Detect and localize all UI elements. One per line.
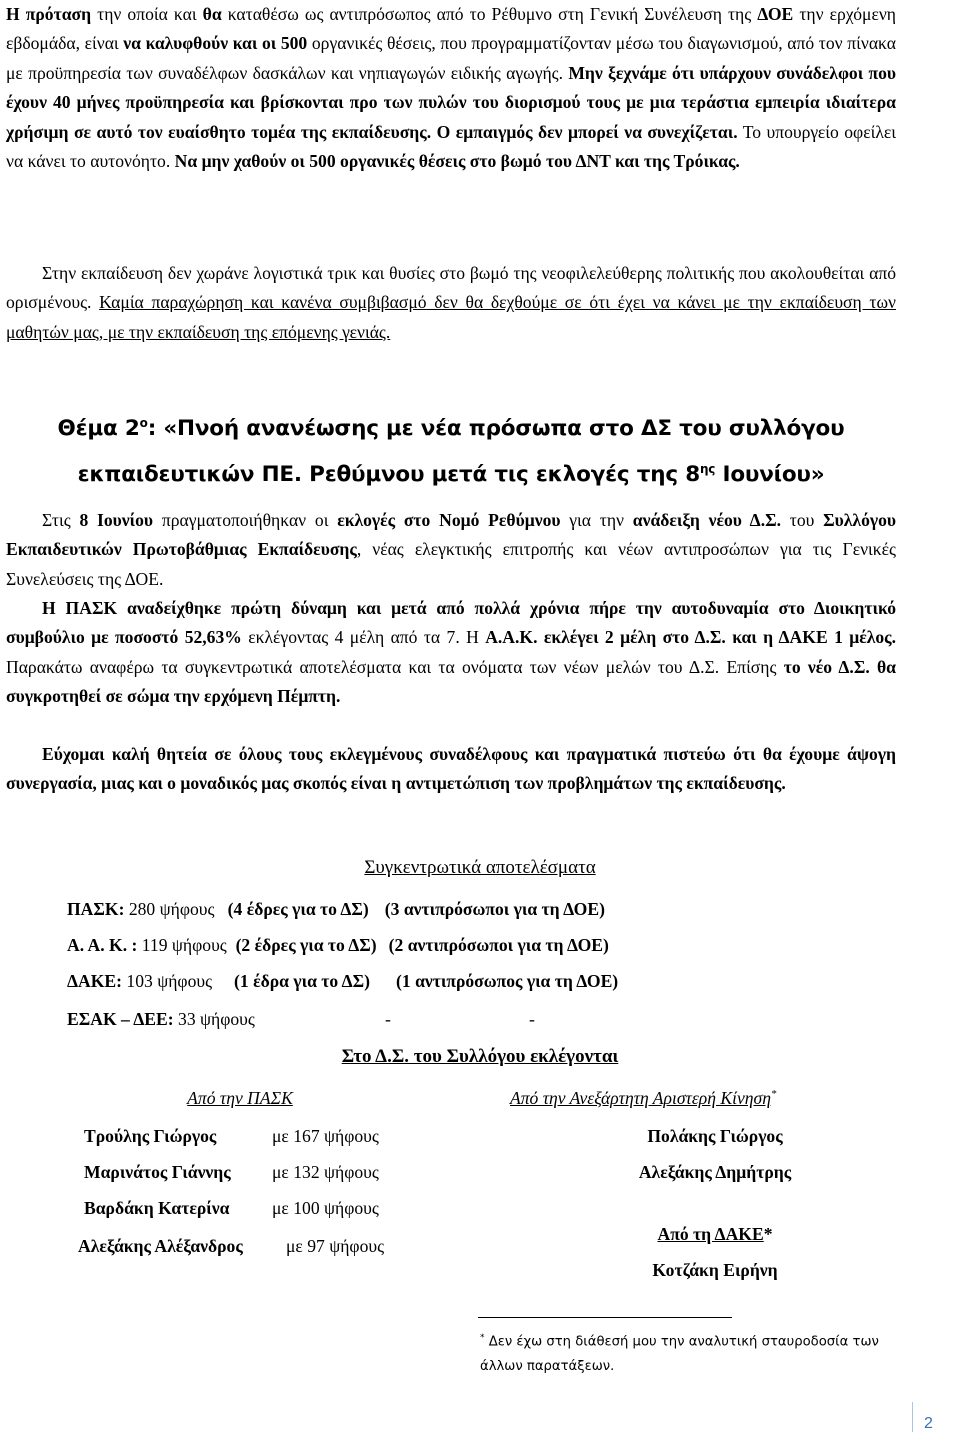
text-span: Ιουνίου» [715, 462, 825, 488]
text-span: Να μην χαθούν οι 500 οργανικές θέσεις στο βωμό του ΔΝΤ και της Τρόικας. [174, 151, 740, 172]
text-span: οργανικές θέσεις, που προγραμματίζονταν μέσω του διαγωνισμού, από τον πίνακα με προϋπηρεσία των συναδέλφων δασκάλων και νηπιαγωγών ειδικής αγωγής. [6, 33, 896, 83]
candidate-votes: με 100 ψήφους [272, 1198, 379, 1218]
candidate-row [78, 1236, 385, 1257]
party-delegates: (1 αντιπρόσωπος για τη ΔΟΕ) [396, 971, 619, 991]
superscript: ο [139, 416, 148, 430]
text-span: την ερχόμενη εβδομάδα, είναι [6, 4, 896, 54]
candidate-name: Αλεξάκης Αλέξανδρος [78, 1236, 243, 1256]
text-span: για την [560, 510, 633, 530]
party-name: ΔΑΚΕ: [67, 971, 123, 991]
candidate-votes: με 132 ψήφους [272, 1162, 379, 1182]
paragraph-proposal [6, 0, 896, 176]
text-span: εκλέγοντας 4 μέλη από τα 7. Η [241, 627, 486, 648]
candidate-name: Τρούλης Γιώργος [84, 1126, 217, 1146]
text-span: Η πρόταση [6, 4, 92, 24]
party-votes: 103 ψήφους [122, 971, 235, 991]
candidate-name: Βαρδάκη Κατερίνα [84, 1198, 230, 1218]
footnote-mark: * [770, 1088, 777, 1101]
footnote-mark: * [480, 1333, 485, 1343]
result-row [67, 971, 618, 992]
text-span: Θέμα 2 [57, 416, 140, 442]
candidate-row [84, 1198, 379, 1219]
party-delegates: (2 αντιπρόσωποι για τη ΔΟΕ) [388, 935, 609, 955]
heading-line-1 [6, 403, 896, 449]
aak-header [510, 1088, 776, 1109]
text-span: Καμία παραχώρηση και κανένα συμβιβασμό δεν θα δεχθούμε σε ότι έχει να κάνει με την εκπαίδευση των μαθητών μας, με την εκπαίδευση της επόμενης γενιάς. [6, 292, 896, 342]
party-votes: 280 ψήφους [124, 899, 228, 919]
text-span: , νέας ελεγκτικής επιτροπής και νέων αντιπροσώπων για τις Γενικές Συνελεύσεις της ΔΟΕ. [6, 539, 896, 589]
footnote [480, 1326, 920, 1379]
footnote-mark: * [763, 1224, 773, 1244]
party-delegates: - [529, 1009, 535, 1029]
paragraph-education [6, 259, 896, 347]
text-span: Στις [42, 510, 80, 530]
section-heading [6, 403, 896, 495]
footnote-text: Δεν έχω στη διάθεσή μου την αναλυτική σταυροδοσία των άλλων παρατάξεων. [480, 1334, 879, 1375]
text-span: Στην εκπαίδευση δεν χωράνε λογιστικά τρικ και θυσίες στο βωμό της νεοφιλελεύθερης πολιτικής που ακολουθείται από ορισμένους. [6, 263, 896, 313]
header-text: Από την Ανεξάρτητη Αριστερή Κίνηση [510, 1088, 771, 1108]
pask-header: Από την ΠΑΣΚ [187, 1088, 293, 1108]
text-span: θα [202, 4, 222, 24]
party-name: ΕΣΑΚ – ΔΕΕ: [67, 1009, 174, 1029]
text-span: καταθέσω ως αντιπρόσωπος από το Ρέθυμνο στη Γενική Συνέλευση της [221, 4, 758, 24]
text-span: του [781, 510, 824, 530]
party-votes: 119 ψήφους [137, 935, 236, 955]
result-row [67, 1009, 535, 1030]
result-row [67, 899, 605, 920]
page-number-separator [912, 1402, 913, 1432]
heading-line-2 [6, 449, 896, 495]
candidate-row [84, 1126, 379, 1147]
dake-header [560, 1224, 870, 1245]
text-span: Παρακάτω αναφέρω τα συγκεντρωτικά αποτελέσματα και τα ονόματα των νέων μελών του Δ.Σ. Επίσης [6, 656, 784, 677]
text-span: ΔΟΕ [757, 4, 794, 24]
candidate-votes: με 167 ψήφους [272, 1126, 379, 1146]
text-span: Η ΠΑΣΚ αναδείχθηκε πρώτη δύναμη και μετά από πολλά χρόνια πήρε την αυτοδυναμία στο Διοικητικό συμβούλιο με ποσοστό 52,63% [6, 598, 896, 648]
result-row [67, 935, 609, 956]
text-span: ανάδειξη νέου Δ.Σ. [632, 510, 782, 530]
party-name: Α. Α. Κ. : [67, 935, 138, 955]
candidate-row [84, 1162, 379, 1183]
candidate-name: Πολάκης Γιώργος [647, 1126, 783, 1146]
elected-title: Στο Δ.Σ. του Συλλόγου εκλέγονται [341, 1046, 619, 1067]
page-number: 2 [924, 1415, 933, 1432]
party-seats: - [385, 1009, 391, 1029]
paragraph-wishes: Εύχομαι καλή θητεία σε όλους τους εκλεγμένους συναδέλφους και πραγματικά πιστεύω ότι θα έχουμε άψογη συνεργασία, μιας και ο μοναδικός μας σκοπός είναι η αντιμετώπιση των προβλημάτων της εκπαίδευσης. [6, 744, 896, 794]
text-span: την οποία και [91, 4, 203, 24]
text-span: εκλογές στο Νομό Ρεθύμνου [337, 510, 561, 530]
party-votes: 33 ψήφους [173, 1009, 255, 1029]
paragraph-elections [6, 506, 896, 594]
text-span: να καλυφθούν και οι 500 [123, 33, 308, 54]
party-seats: (4 έδρες για το ΔΣ) [227, 899, 369, 919]
text-span: : «Πνοή ανανέωσης με νέα πρόσωπα στο ΔΣ του συλλόγου [147, 416, 845, 442]
text-span: εκπαιδευτικών ΠΕ. Ρεθύμνου μετά τις εκλογές της 8 [77, 462, 700, 488]
text-span: Μην ξεχνάμε ότι υπάρχουν συνάδελφοι που έχουν 40 μήνες προϋπηρεσία και βρίσκονται προ των πυλών του διορισμού τους με μια τεράστια εμπειρία ιδιαίτερα χρήσιμη σε αυτό τον ευαίσθητο τομέα της εκπαίδευσης. Ο εμπαιγμός δεν μπορεί να συνεχίζεται. [6, 62, 897, 142]
candidate-name: Αλεξάκης Δημήτρης [638, 1162, 792, 1182]
text-span: Α.Α.Κ. εκλέγει 2 μέλη στο Δ.Σ. και η ΔΑΚΕ 1 μέλος. [485, 627, 897, 648]
candidate-votes: με 97 ψήφους [286, 1236, 385, 1256]
header-text: Από τη ΔΑΚΕ [657, 1224, 764, 1244]
party-seats: (1 έδρα για το ΔΣ) [234, 971, 371, 991]
paragraph-pask-result [6, 594, 896, 712]
text-span: Συλλόγου Εκπαιδευτικών Πρωτοβάθμιας Εκπαίδευσης [6, 510, 897, 560]
results-title: Συγκεντρωτικά αποτελέσματα [364, 857, 596, 878]
text-span: πραγματοποιήθηκαν οι [153, 510, 338, 530]
party-delegates: (3 αντιπρόσωποι για τη ΔΟΕ) [384, 899, 605, 919]
text-span: το νέο Δ.Σ. θα συγκροτηθεί σε σώμα την ερχόμενη Πέμπτη. [6, 656, 896, 707]
party-name: ΠΑΣΚ: [67, 899, 125, 919]
footnote-separator [478, 1317, 732, 1318]
candidate-name: Μαρινάτος Γιάννης [84, 1162, 231, 1182]
superscript: ης [699, 462, 716, 477]
party-seats: (2 έδρες για το ΔΣ) [235, 935, 377, 955]
candidate-name: Κοτζάκη Ειρήνη [652, 1260, 778, 1280]
text-span: Το υπουργείο οφείλει να κάνει το αυτονόητο. [6, 121, 896, 172]
text-span: 8 Ιουνίου [79, 510, 154, 530]
